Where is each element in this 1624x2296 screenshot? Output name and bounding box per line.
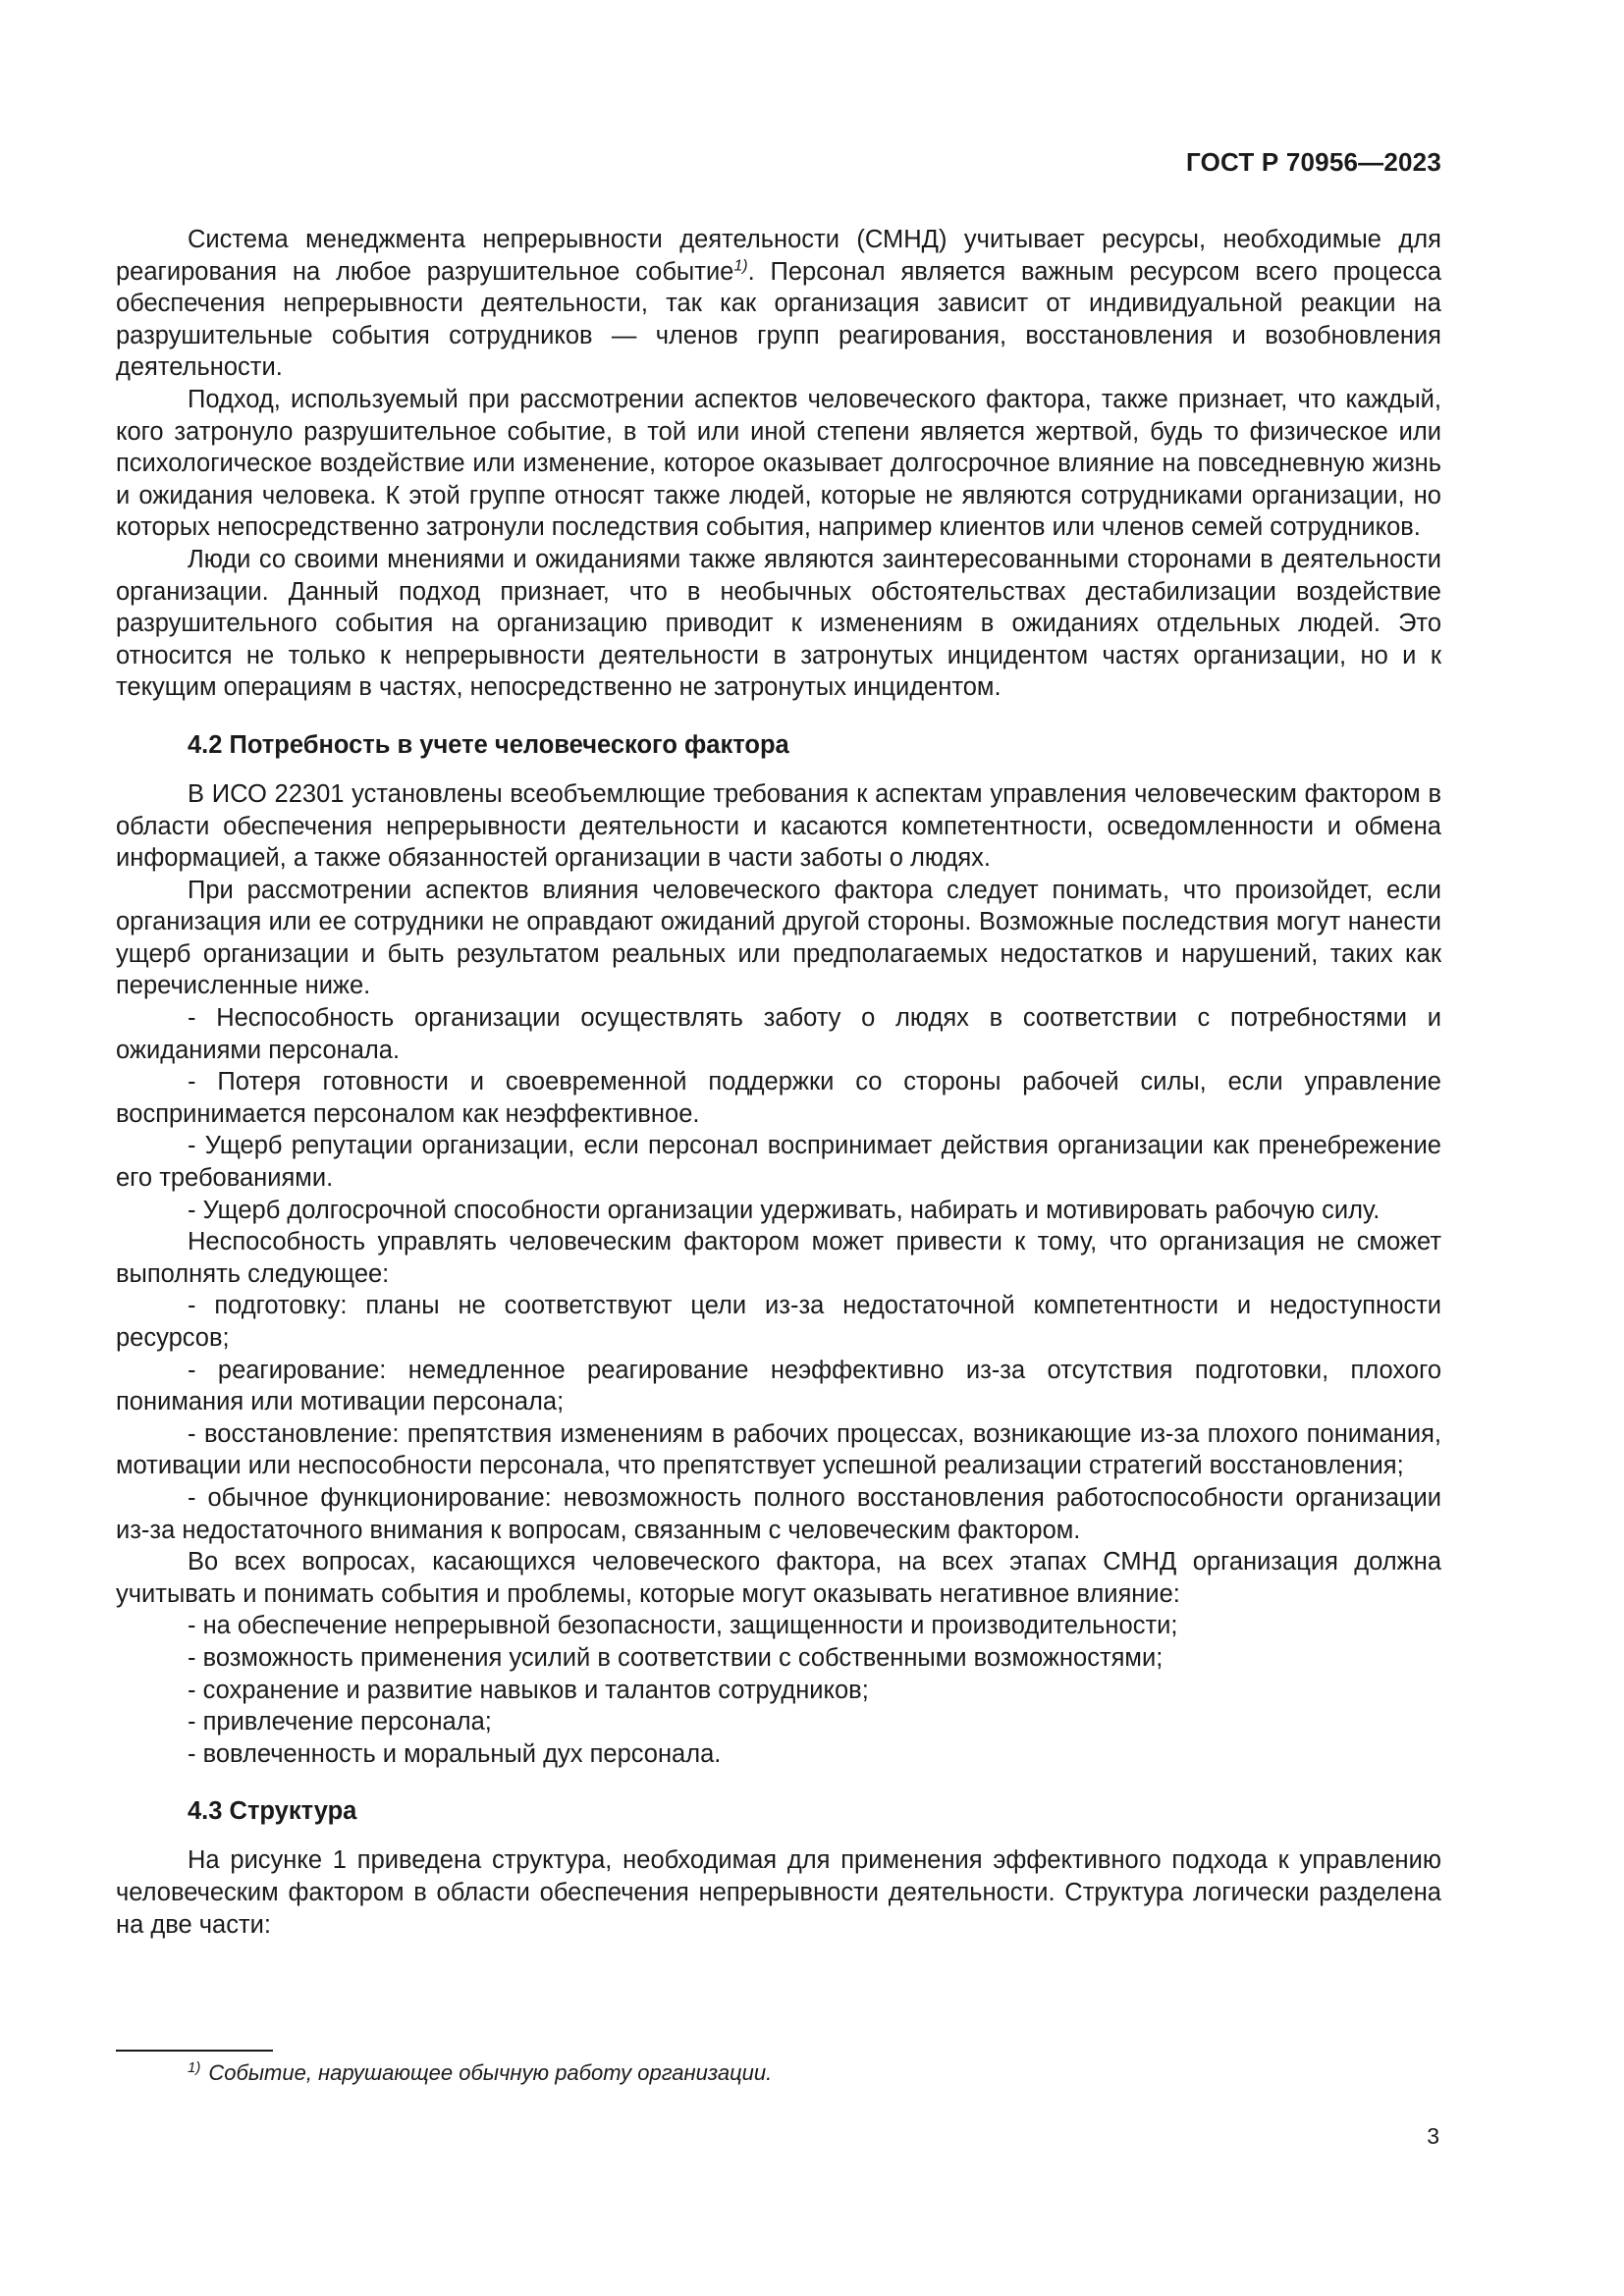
paragraph: На рисунке 1 приведена структура, необходимая для применения эффективного подхода к управлению человеческим фактором в области обеспечения непрерывности деятельности. Структура логически разделена на две части:	[116, 1846, 1441, 1939]
standard-designation: ГОСТ Р 70956—2023	[1186, 147, 1441, 177]
paragraph-text: Система менеджмента непрерывности деятельности (СМНД) учитывает ресурсы, необходимые для реагирования на любое разрушительное событие	[116, 226, 1441, 286]
list-item: - возможность применения усилий в соответствии с собственными возможностями;	[188, 1643, 1164, 1672]
footnote-text: Событие, нарушающее обычную работу организации.	[208, 2060, 773, 2085]
list-item: - на обеспечение непрерывной безопасности, защищенности и производительности;	[188, 1612, 1178, 1640]
paragraph: Во всех вопросах, касающихся человеческого фактора, на всех этапах СМНД организация должна учитывать и понимать события и проблемы, которые могут оказывать негативное влияние:	[116, 1548, 1441, 1608]
paragraph-intro-3: Люди со своими мнениями и ожиданиями также являются заинтересованными сторонами в деятельности организации. Данный подход признает, что в необычных обстоятельствах дестабилизации воздействие разрушительного события на организацию приводит к изменениям в ожиданиях отдельных людей. Это относится не только к непрерывности деятельности в затронутых инцидентом частях организации, но и к текущим операциям в частях, непосредственно не затронутых инцидентом.	[116, 545, 1441, 702]
paragraph-intro-2: Подход, используемый при рассмотрении аспектов человеческого фактора, также признает, что каждый, кого затронуло разрушительное событие, в той или иной степени является жертвой, будь то физическое или психологическое воздействие или изменение, которое оказывает долгосрочное влияние на повседневную жизнь и ожидания человека. К этой группе относят также людей, которые не являются сотрудниками организации, но которых непосредственно затронули последствия события, например клиентов или членов семей сотрудников.	[116, 385, 1441, 542]
footnote	[188, 2058, 772, 2088]
section-heading-4-3: 4.3 Структура	[188, 1797, 357, 1826]
list-item: - обычное функционирование: невозможность полного восстановления работоспособности организации из-за недостаточного внимания к вопросам, связанным с человеческим фактором.	[116, 1483, 1441, 1544]
section-heading-4-2: 4.2 Потребность в учете человеческого фактора	[188, 730, 789, 759]
list-item: - сохранение и развитие навыков и талантов сотрудников;	[188, 1676, 869, 1704]
list-item: - реагирование: немедленное реагирование неэффективно из-за отсутствия подготовки, плохого понимания или мотивации персонала;	[116, 1356, 1441, 1416]
list-item: - Неспособность организации осуществлять заботу о людях в соответствии с потребностями и ожиданиями персонала.	[116, 1004, 1441, 1064]
paragraph: Неспособность управлять человеческим фактором может привести к тому, что организация не сможет выполнять следующее:	[116, 1228, 1441, 1288]
list-item: - Ущерб долгосрочной способности организации удерживать, набирать и мотивировать рабочую силу.	[188, 1196, 1380, 1224]
list-item: - Потеря готовности и своевременной поддержки со стороны рабочей силы, если управление воспринимается персоналом как неэффективное.	[116, 1068, 1441, 1128]
footnote-reference: 1)	[733, 257, 748, 275]
paragraph: В ИСО 22301 установлены всеобъемлющие требования к аспектам управления человеческим фактором в области обеспечения непрерывности деятельности и касаются компетентности, осведомленности и обмена информацией, а также обязанностей организации в части заботы о людях.	[116, 779, 1441, 873]
list-item: - Ущерб репутации организации, если персонал воспринимает действия организации как пренебрежение его требованиями.	[116, 1132, 1441, 1193]
list-item: - подготовку: планы не соответствуют цели из-за недостаточной компетентности и недоступности ресурсов;	[116, 1292, 1441, 1352]
paragraph-text: . Персонал является важным ресурсом всего процесса обеспечения непрерывности деятельности, так как организация зависит от индивидуальной реакции на разрушительные события сотрудников — членов групп реагирования, восстановления и возобновления деятельности.	[116, 257, 1441, 382]
paragraph: При рассмотрении аспектов влияния человеческого фактора следует понимать, что произойдет, если организация или ее сотрудники не оправдают ожиданий другой стороны. Возможные последствия могут нанести ущерб организации и быть результатом реальных или предполагаемых недостатков и нарушений, таких как перечисленные ниже.	[116, 876, 1441, 1000]
page-number: 3	[1427, 2123, 1439, 2149]
main-text	[116, 224, 1441, 1941]
list-item: - восстановление: препятствия изменениям в рабочих процессах, возникающие из-за плохого понимания, мотивации или неспособности персонала, что препятствует успешной реализации стратегий восстановления;	[116, 1419, 1441, 1480]
list-item: - вовлеченность и моральный дух персонала.	[188, 1739, 722, 1768]
paragraph-intro-1	[116, 224, 1441, 384]
list-item: - привлечение персонала;	[188, 1708, 492, 1736]
footnote-separator	[116, 2050, 273, 2052]
footnote-mark: 1)	[188, 2058, 201, 2076]
